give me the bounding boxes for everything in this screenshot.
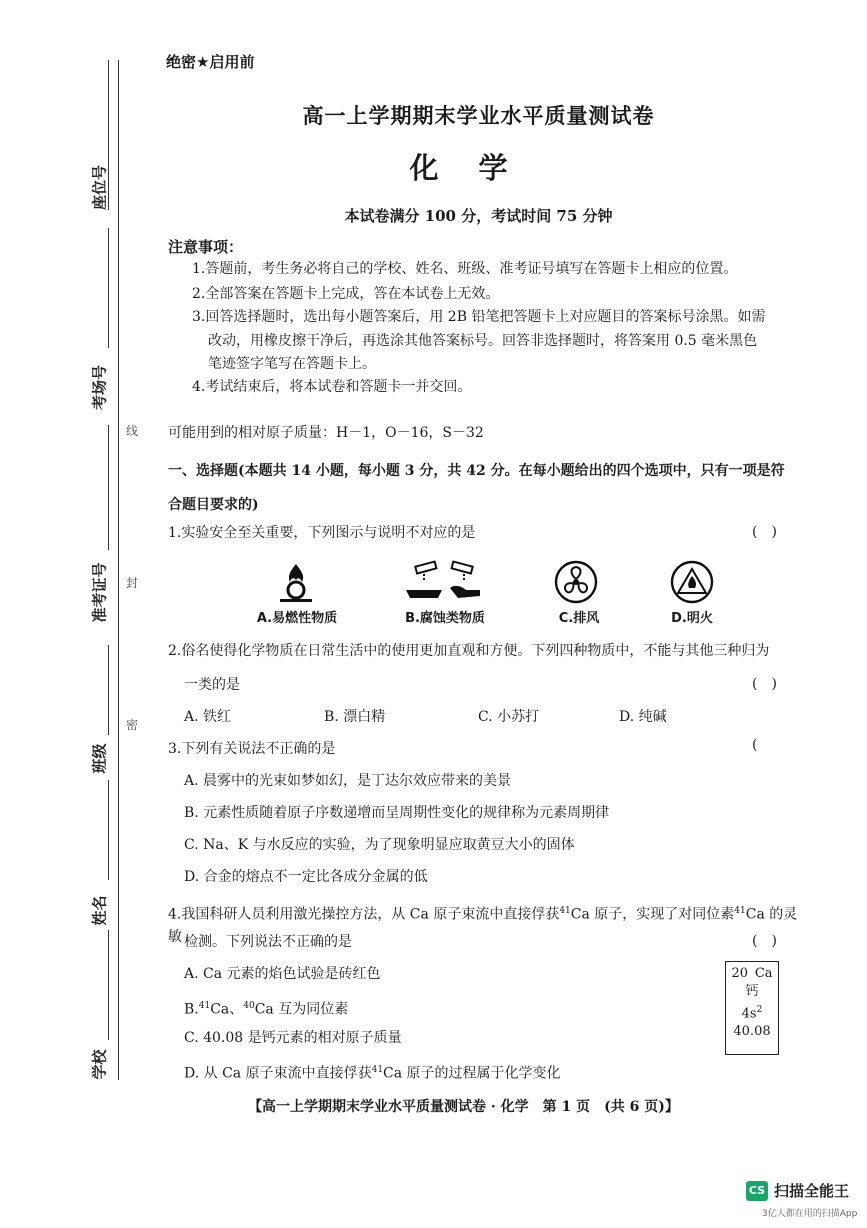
q1-option-c: C.排风 — [558, 611, 600, 626]
name-label: 姓名 — [90, 895, 109, 926]
q3-stem: 3.下列有关说法不正确的是 — [168, 741, 336, 757]
corrosive-icon — [402, 560, 486, 608]
periodic-table-cell — [725, 961, 779, 1055]
q1-answer-paren: ( ) — [752, 524, 777, 540]
q4-option-d: D. 从 Ca 原子束流中直接俘获$^{41}$Ca 原子的过程属于化学变化 — [184, 1065, 561, 1082]
q3-option-b: B. 元素性质随着原子序数递增而呈周期性变化的规律称为元素周期律 — [184, 805, 610, 821]
section-1-heading: 一、选择题(本题共 14 小题，每小题 3 分，共 42 分。在每小题给出的四个选项中，只有一项是符合题目要求的) — [168, 463, 785, 513]
q3-option-a: A. 晨雾中的光束如梦如幻，是丁达尔效应带来的美景 — [184, 773, 512, 789]
q2-option-a: A. 铁红 — [184, 709, 232, 725]
element-name: 钙 — [745, 984, 759, 999]
camscanner-logo-icon: CS — [746, 1181, 768, 1201]
note-item-2: 2.全部答案在答题卡上完成，答在本试卷上无效。 — [192, 286, 500, 302]
name-underline — [108, 780, 109, 880]
confidential-mark: 绝密★启用前 — [166, 53, 255, 71]
school-underline — [108, 930, 109, 1040]
q2-option-b: B. 漂白精 — [324, 709, 386, 725]
q3-option-d: D. 合金的熔点不一定比各成分金属的低 — [184, 869, 428, 885]
q2-option-c: C. 小苏打 — [478, 709, 540, 725]
page-footer: 【高一上学期期末学业水平质量测试卷 · 化学 第 1 页 (共 6 页)】 — [248, 1099, 679, 1115]
element-number: 20 — [731, 966, 748, 981]
id-label: 准考证号 — [90, 562, 109, 623]
notes-heading: 注意事项： — [168, 238, 244, 256]
q4-answer-paren: ( ) — [752, 933, 777, 949]
scanner-watermark — [746, 1180, 849, 1201]
exam-info: 本试卷满分 100 分，考试时间 75 分钟 — [344, 207, 613, 225]
element-config: $4s^2$ — [741, 1005, 763, 1022]
q3-option-c: C. Na、K 与水反应的实验，为了现象明显应取黄豆大小的固体 — [184, 837, 575, 853]
room-underline — [108, 228, 109, 348]
q4-stem-line1: 4.我国科研人员利用激光操控方法，从 Ca 原子束流中直接俘获$^{41}$Ca 原子，实现了对同位素$^{41}$Ca 的灵敏 — [168, 906, 798, 945]
q4-option-b: B.$^{41}$Ca、$^{40}$Ca 互为同位素 — [184, 1001, 349, 1018]
strip-bind-mark: 密 — [126, 718, 139, 732]
q4-option-a: A. Ca 元素的焰色试验是砖红色 — [184, 966, 381, 982]
q4-option-c: C. 40.08 是钙元素的相对原子质量 — [184, 1030, 402, 1046]
strip-seal-mark: 封 — [126, 576, 139, 590]
q2-option-d: D. 纯碱 — [619, 709, 667, 725]
note-item-4: 4.考试结束后，将本试卷和答题卡一并交回。 — [192, 379, 472, 395]
note-item-3-cont: 改动，用橡皮擦干净后，再选涂其他答案标号。回答非选择题时，将答案用 0.5 毫米黑色 — [208, 333, 758, 349]
exam-title: 高一上学期期末学业水平质量测试卷 — [302, 103, 655, 128]
q3-answer-paren: ( — [752, 737, 758, 753]
q2-stem-line1: 2.俗名使得化学物质在日常生活中的使用更加直观和方便。下列四种物质中，不能与其他三种归为 — [168, 643, 770, 659]
exhaust-fan-icon — [554, 560, 598, 608]
flame-over-circle-icon — [274, 560, 318, 608]
q1-option-b: B.腐蚀类物质 — [405, 611, 485, 626]
q1-option-d: D.明火 — [671, 611, 713, 626]
strip-line-mark: 线 — [126, 424, 139, 438]
id-underline — [108, 425, 109, 550]
note-item-1: 1.答题前，考生务必将自己的学校、姓名、班级、准考证号填写在答题卡上相应的位置。 — [192, 261, 738, 277]
q2-stem-line2: 一类的是 — [184, 677, 240, 693]
scanner-tagline: 3亿人都在用的扫描App — [762, 1209, 858, 1219]
school-label: 学校 — [90, 1049, 109, 1080]
q1-stem: 1.实验安全至关重要，下列图示与说明不对应的是 — [168, 525, 476, 541]
room-label: 考场号 — [90, 365, 109, 411]
q1-option-a: A.易燃性物质 — [256, 611, 338, 626]
atomic-mass-note: 可能用到的相对原子质量：H－1，O－16，S－32 — [168, 425, 484, 441]
class-underline — [108, 645, 109, 735]
subject-title: 化学 — [409, 151, 548, 185]
fire-triangle-icon — [670, 560, 714, 608]
seat-label: 座位号 — [90, 165, 109, 211]
element-mass: 40.08 — [733, 1024, 771, 1040]
scanner-name: 扫描全能王 — [774, 1182, 850, 1200]
note-item-3: 3.回答选择题时，选出每小题答案后，用 2B 铅笔把答题卡上对应题目的答案标号涂黑。如需 — [192, 309, 766, 325]
q2-answer-paren: ( ) — [752, 676, 777, 692]
q4-stem-line2: 检测。下列说法不正确的是 — [184, 934, 352, 950]
element-symbol: Ca — [754, 966, 773, 981]
class-label: 班级 — [90, 743, 109, 774]
note-item-3-cont2: 笔迹签字笔写在答题卡上。 — [208, 356, 376, 372]
